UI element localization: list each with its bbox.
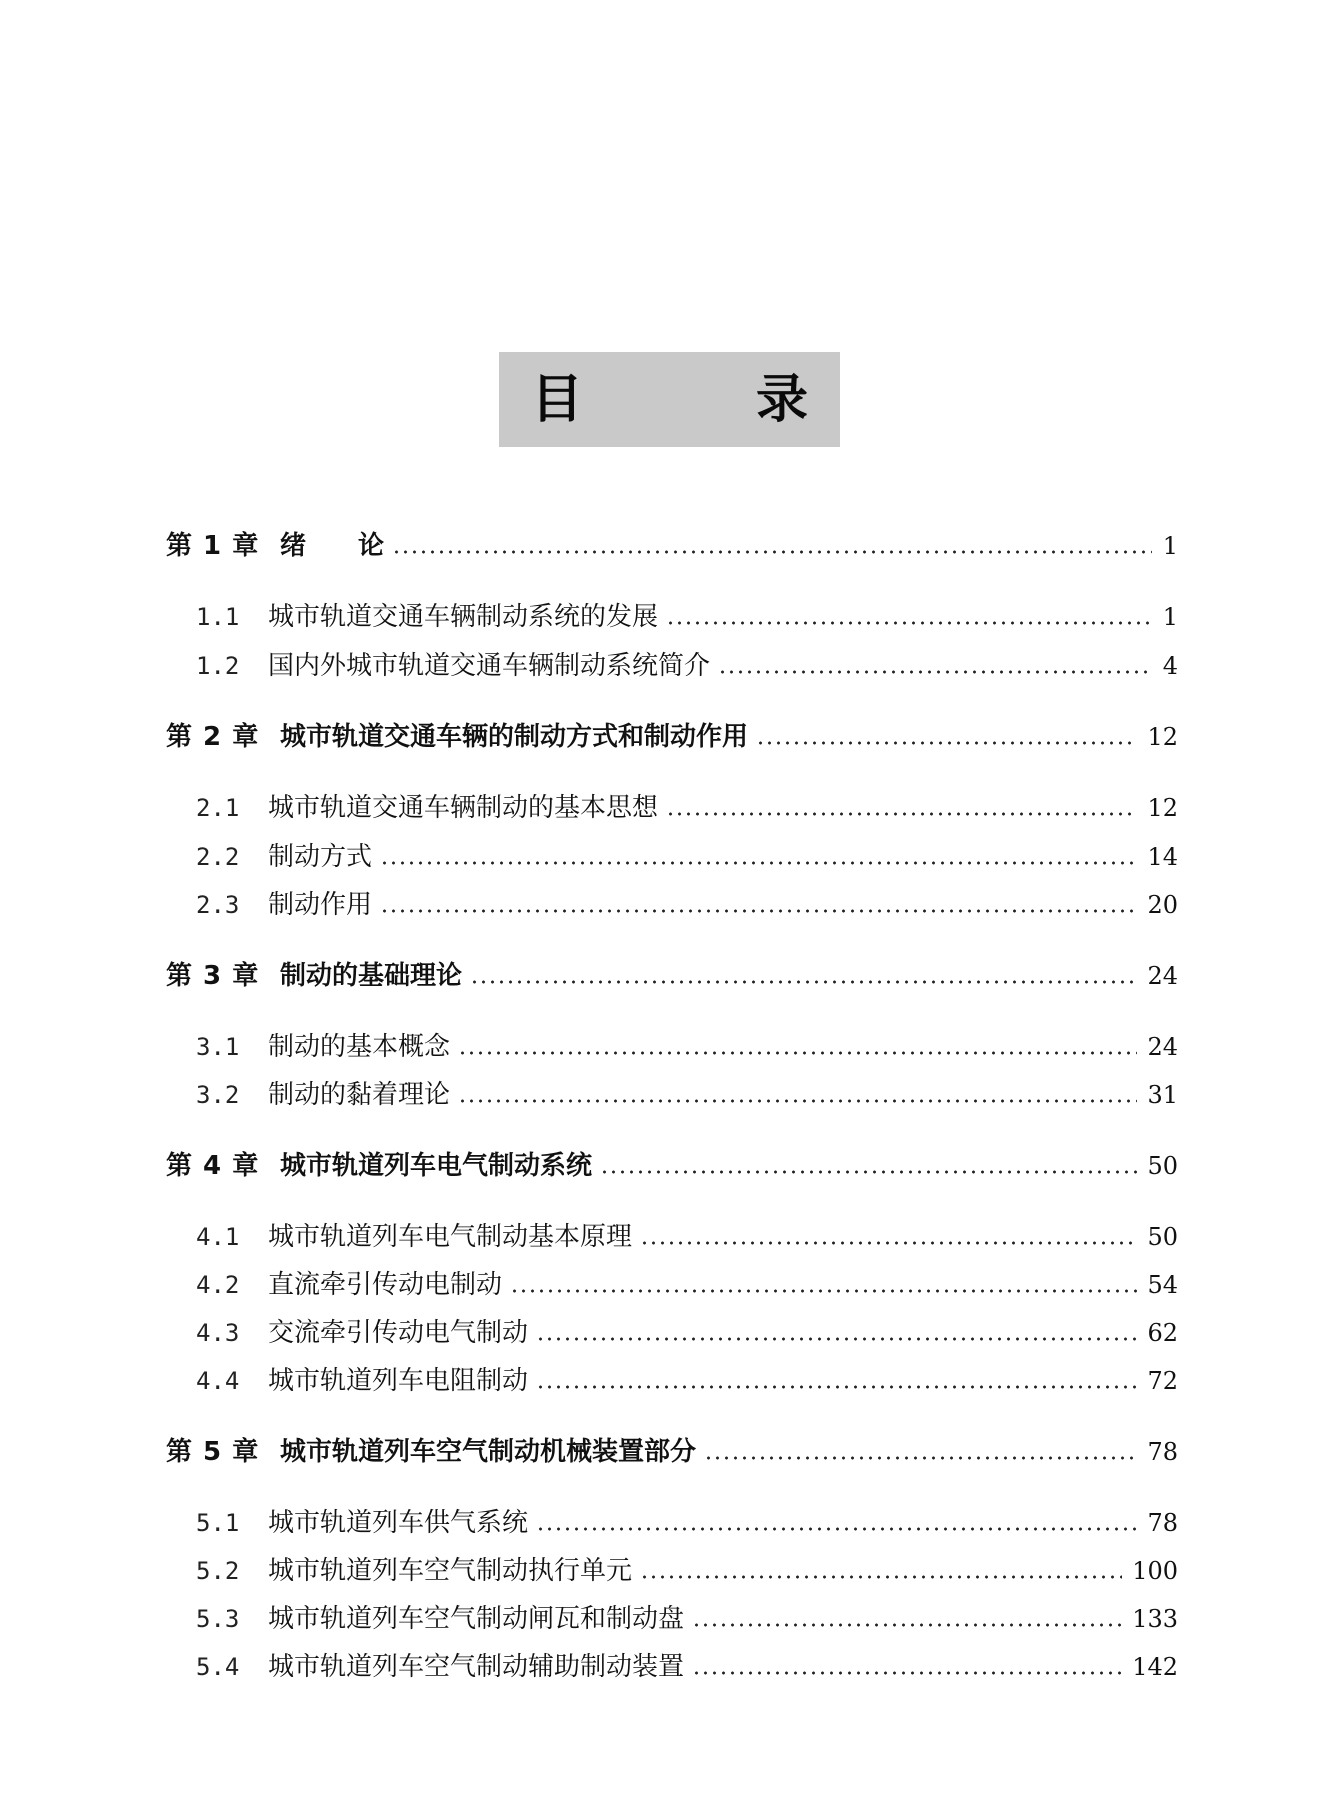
toc-section-row xyxy=(196,644,1178,688)
toc-section-row xyxy=(196,1549,1178,1593)
section-number: 1.2 xyxy=(196,652,240,680)
section-title: 制动方式 xyxy=(268,842,373,872)
dot-leader xyxy=(536,1337,1137,1341)
dot-leader xyxy=(458,1051,1137,1055)
toc-chapter-row xyxy=(166,1144,1178,1188)
page-number: 142 xyxy=(1132,1653,1178,1681)
section-title: 直流牵引传动电制动 xyxy=(268,1270,503,1300)
page-number: 62 xyxy=(1147,1319,1178,1347)
dot-leader xyxy=(718,670,1152,674)
toc-section-row xyxy=(196,1597,1178,1641)
chapter-number: 第 5 章 xyxy=(166,1437,260,1467)
page-number: 14 xyxy=(1147,843,1178,871)
chapter-number: 第 4 章 xyxy=(166,1151,260,1181)
page-number: 12 xyxy=(1147,723,1178,751)
dot-leader xyxy=(536,1527,1137,1531)
chapter-title: 绪 论 xyxy=(280,531,385,561)
section-title: 城市轨道交通车辆制动系统的发展 xyxy=(268,602,659,632)
section-number: 3.2 xyxy=(196,1081,240,1109)
section-number: 3.1 xyxy=(196,1033,240,1061)
toc-section-row xyxy=(196,1263,1178,1307)
chapter-title: 制动的基础理论 xyxy=(280,961,463,991)
section-number: 5.3 xyxy=(196,1605,240,1633)
toc-section-row xyxy=(196,1311,1178,1355)
page-title-char-2: 录 xyxy=(755,370,808,430)
page-number: 24 xyxy=(1147,1033,1178,1061)
dot-leader xyxy=(666,621,1152,625)
dot-leader xyxy=(392,550,1152,554)
page-number: 12 xyxy=(1147,794,1178,822)
dot-leader xyxy=(510,1289,1137,1293)
section-title: 城市轨道列车空气制动执行单元 xyxy=(268,1556,633,1586)
toc-section-row xyxy=(196,1501,1178,1545)
toc-chapter-row xyxy=(166,954,1178,998)
page-number: 1 xyxy=(1162,532,1178,560)
dot-leader xyxy=(692,1623,1122,1627)
section-number: 2.2 xyxy=(196,843,240,871)
dot-leader xyxy=(756,741,1137,745)
section-title: 城市轨道交通车辆制动的基本思想 xyxy=(268,793,659,823)
toc-section-row xyxy=(196,786,1178,830)
section-number: 4.1 xyxy=(196,1223,240,1251)
toc-section-row xyxy=(196,1359,1178,1403)
section-number: 5.1 xyxy=(196,1509,240,1537)
toc-section-row xyxy=(196,1645,1178,1689)
section-title: 制动作用 xyxy=(268,890,373,920)
toc-section-row xyxy=(196,1215,1178,1259)
chapter-number: 第 1 章 xyxy=(166,531,260,561)
toc-chapter-row xyxy=(166,1430,1178,1474)
chapter-title: 城市轨道列车电气制动系统 xyxy=(280,1151,593,1181)
section-title: 交流牵引传动电气制动 xyxy=(268,1318,529,1348)
page-number: 4 xyxy=(1162,652,1178,680)
section-number: 2.3 xyxy=(196,891,240,919)
section-title: 城市轨道列车供气系统 xyxy=(268,1508,529,1538)
page-number: 20 xyxy=(1147,891,1178,919)
page-number: 1 xyxy=(1162,603,1178,631)
chapter-title: 城市轨道交通车辆的制动方式和制动作用 xyxy=(280,722,749,752)
section-number: 4.4 xyxy=(196,1367,240,1395)
dot-leader xyxy=(640,1575,1122,1579)
section-title: 制动的黏着理论 xyxy=(268,1080,451,1110)
section-number: 5.2 xyxy=(196,1557,240,1585)
dot-leader xyxy=(380,861,1137,865)
dot-leader xyxy=(600,1170,1137,1174)
toc-section-row xyxy=(196,1025,1178,1069)
section-title: 城市轨道列车电阻制动 xyxy=(268,1366,529,1396)
section-number: 5.4 xyxy=(196,1653,240,1681)
chapter-number: 第 2 章 xyxy=(166,722,260,752)
dot-leader xyxy=(692,1671,1122,1675)
page-number: 50 xyxy=(1147,1152,1178,1180)
page-number: 54 xyxy=(1147,1271,1178,1299)
dot-leader xyxy=(640,1241,1137,1245)
section-number: 1.1 xyxy=(196,603,240,631)
dot-leader xyxy=(458,1099,1137,1103)
dot-leader xyxy=(666,812,1137,816)
toc-section-row xyxy=(196,595,1178,639)
toc-chapter-row xyxy=(166,715,1178,759)
section-title: 国内外城市轨道交通车辆制动系统简介 xyxy=(268,651,711,681)
section-title: 制动的基本概念 xyxy=(268,1032,451,1062)
page-title-char-1: 目 xyxy=(531,370,584,430)
page-number: 78 xyxy=(1147,1509,1178,1537)
page-number: 133 xyxy=(1132,1605,1178,1633)
page-number: 78 xyxy=(1147,1438,1178,1466)
toc-chapter-row xyxy=(166,524,1178,568)
dot-leader xyxy=(536,1385,1137,1389)
dot-leader xyxy=(380,909,1137,913)
page-number: 31 xyxy=(1147,1081,1178,1109)
section-title: 城市轨道列车电气制动基本原理 xyxy=(268,1222,633,1252)
section-number: 4.2 xyxy=(196,1271,240,1299)
section-title: 城市轨道列车空气制动闸瓦和制动盘 xyxy=(268,1604,685,1634)
section-number: 4.3 xyxy=(196,1319,240,1347)
dot-leader xyxy=(470,980,1137,984)
chapter-number: 第 3 章 xyxy=(166,961,260,991)
chapter-title: 城市轨道列车空气制动机械装置部分 xyxy=(280,1437,697,1467)
page-number: 50 xyxy=(1147,1223,1178,1251)
dot-leader xyxy=(704,1456,1137,1460)
page-number: 72 xyxy=(1147,1367,1178,1395)
toc-section-row xyxy=(196,835,1178,879)
page-number: 100 xyxy=(1132,1557,1178,1585)
section-title: 城市轨道列车空气制动辅助制动装置 xyxy=(268,1652,685,1682)
toc-section-row xyxy=(196,1073,1178,1117)
toc-section-row xyxy=(196,883,1178,927)
section-number: 2.1 xyxy=(196,794,240,822)
page-number: 24 xyxy=(1147,962,1178,990)
